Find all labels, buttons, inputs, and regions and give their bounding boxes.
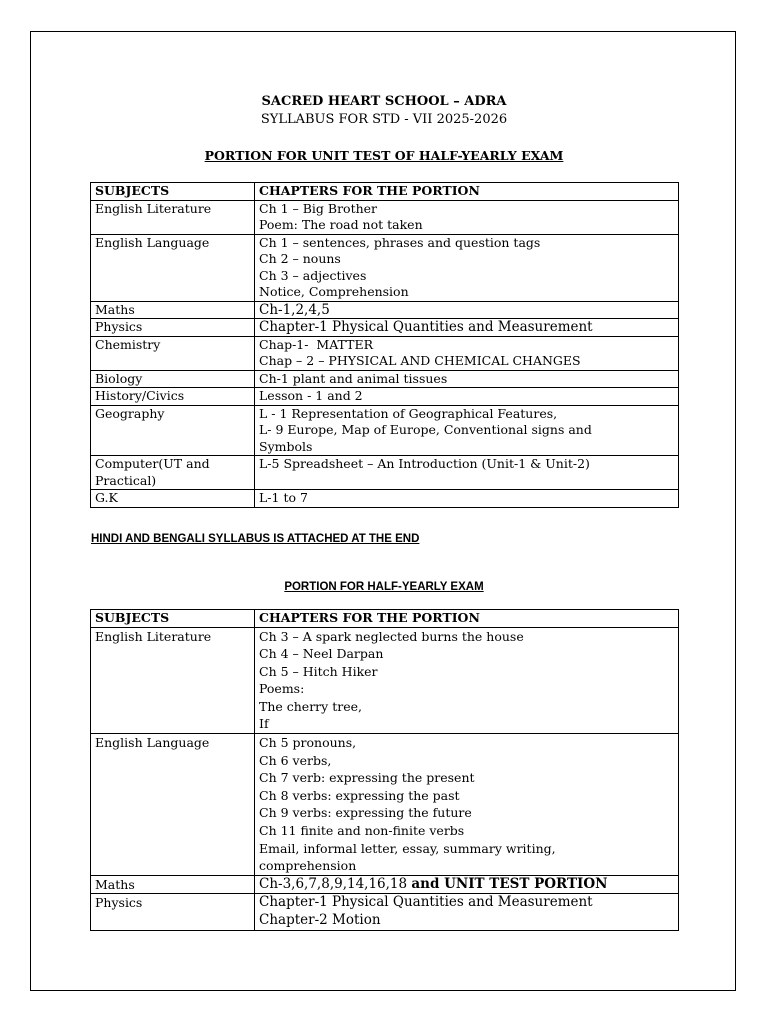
- chapter-line: Ch 3 – A spark neglected burns the house: [259, 628, 524, 644]
- half-yearly-heading: PORTION FOR HALF-YEARLY EXAM: [284, 581, 484, 593]
- table-row: [91, 405, 679, 456]
- chapter-line: L- 9 Europe, Map of Europe, Conventional signs and: [259, 422, 592, 437]
- chapters-cell: L-5 Spreadsheet – An Introduction (Unit-1 & Unit-2): [255, 456, 679, 490]
- chapter-line: Ch 9 verbs: expressing the future: [259, 805, 472, 821]
- table-row: [91, 875, 679, 894]
- chapter-line: Ch 11 finite and non-finite verbs: [259, 823, 465, 839]
- chapters-cell: [255, 200, 679, 234]
- chapters-cell: Lesson - 1 and 2: [255, 388, 679, 406]
- chapter-line: Notice, Comprehension: [259, 284, 409, 299]
- chapter-line: Ch 7 verb: expressing the present: [259, 770, 475, 786]
- subject-cell: English Language: [91, 234, 255, 301]
- table-header-row: [91, 610, 679, 628]
- chapters-cell: [255, 627, 679, 734]
- table-row: [91, 200, 679, 234]
- table-row: [91, 490, 679, 508]
- subject-cell: G.K: [91, 490, 255, 508]
- subject-cell: Maths: [91, 301, 255, 319]
- table-row: [91, 301, 679, 319]
- chapter-emphasis: and UNIT TEST PORTION: [411, 875, 608, 892]
- chapters-cell: [255, 405, 679, 456]
- chapter-line: Ch 1 – sentences, phrases and question tags: [259, 234, 541, 250]
- subject-cell: English Language: [91, 734, 255, 876]
- table-header-row: [91, 183, 679, 201]
- syllabus-title: SYLLABUS FOR STD - VII 2025-2026: [260, 112, 508, 127]
- school-name: SACRED HEART SCHOOL – ADRA: [261, 94, 507, 109]
- subject-line: Practical): [95, 472, 157, 488]
- chapter-line: Ch 5 – Hitch Hiker: [259, 663, 378, 679]
- subject-cell: Physics: [91, 319, 255, 337]
- subject-cell: History/Civics: [91, 388, 255, 406]
- chapter-line: Poems:: [259, 681, 305, 697]
- chapter-line: The cherry tree,: [259, 698, 362, 714]
- chapter-line: Ch 4 – Neel Darpan: [259, 646, 384, 662]
- subject-cell: [91, 456, 255, 490]
- chapters-cell: Ch-1,2,4,5: [255, 301, 679, 319]
- subject-cell: English Literature: [91, 200, 255, 234]
- chapter-line: Ch 5 pronouns,: [259, 735, 357, 751]
- table-row: [91, 734, 679, 876]
- half-yearly-table: [90, 609, 679, 931]
- subject-cell: Biology: [91, 370, 255, 388]
- chapters-cell: Ch-1 plant and animal tissues: [255, 370, 679, 388]
- chapter-line: Ch 6 verbs,: [259, 752, 332, 768]
- chapter-line: Email, informal letter, essay, summary writing,: [259, 840, 556, 856]
- chapter-list: Ch-3,6,7,8,9,14,16,18: [259, 875, 412, 892]
- table-row: [91, 336, 679, 370]
- chapter-line: If: [259, 716, 269, 732]
- table-row: [91, 456, 679, 490]
- table-row: [91, 234, 679, 301]
- table-row: [91, 627, 679, 734]
- unit-test-heading: PORTION FOR UNIT TEST OF HALF-YEARLY EXAM: [204, 148, 564, 163]
- subject-cell: Maths: [91, 875, 255, 894]
- table-row: [91, 319, 679, 337]
- chapter-line: L - 1 Representation of Geographical Features,: [259, 405, 558, 421]
- column-header-subjects: SUBJECTS: [91, 610, 255, 628]
- chapters-cell: Chapter-1 Physical Quantities and Measurement: [255, 319, 679, 337]
- column-header-subjects: SUBJECTS: [91, 183, 255, 201]
- subject-cell: English Literature: [91, 627, 255, 734]
- chapters-cell: [255, 734, 679, 876]
- column-header-chapters: CHAPTERS FOR THE PORTION: [255, 183, 679, 201]
- chapter-line: Chapter-1 Physical Quantities and Measurement: [259, 894, 593, 911]
- unit-test-table: [90, 182, 679, 508]
- chapters-cell: [255, 234, 679, 301]
- subject-cell: Physics: [91, 894, 255, 930]
- chapters-cell: [255, 894, 679, 930]
- column-header-chapters: CHAPTERS FOR THE PORTION: [255, 610, 679, 628]
- subject-cell: Chemistry: [91, 336, 255, 370]
- table-row: [91, 388, 679, 406]
- chapters-cell: [255, 336, 679, 370]
- table-row: [91, 894, 679, 930]
- table-row: [91, 370, 679, 388]
- chapter-line: Chapter-2 Motion: [259, 912, 381, 928]
- chapter-line: Ch 8 verbs: expressing the past: [259, 787, 460, 803]
- chapter-line: Ch 3 – adjectives: [259, 267, 367, 283]
- chapter-line: Chap-1- MATTER: [259, 336, 374, 352]
- chapter-line: Ch 1 – Big Brother: [259, 200, 378, 216]
- subject-cell: Geography: [91, 405, 255, 456]
- subject-line: Computer(UT and: [95, 456, 210, 471]
- chapter-line: Poem: The road not taken: [259, 217, 423, 232]
- chapter-line: Ch 2 – nouns: [259, 251, 341, 266]
- attachment-note: HINDI AND BENGALI SYLLABUS IS ATTACHED AT THE END: [91, 533, 420, 545]
- chapters-cell: [255, 875, 679, 894]
- chapter-line: Symbols: [259, 438, 313, 454]
- chapter-line: comprehension: [259, 858, 357, 874]
- chapters-cell: L-1 to 7: [255, 490, 679, 508]
- chapter-line: Chap – 2 – PHYSICAL AND CHEMICAL CHANGES: [259, 353, 581, 368]
